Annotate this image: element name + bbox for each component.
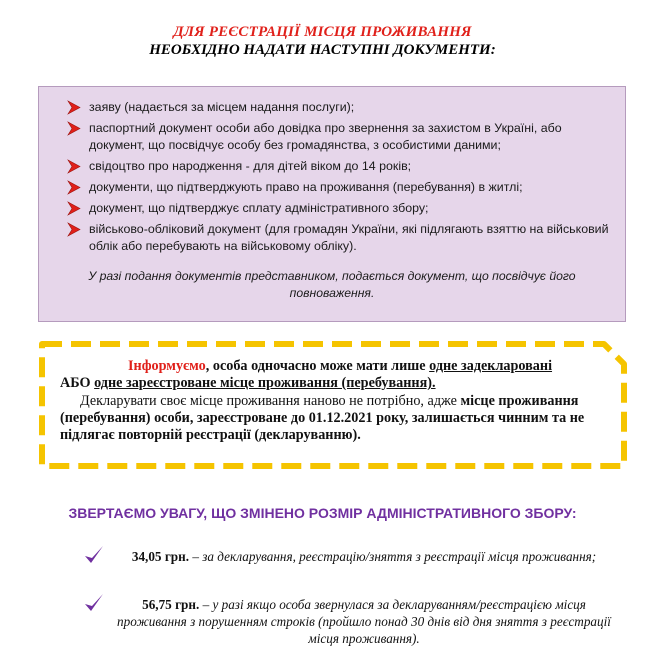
document-item-text: паспортний документ особи або довідка про звернення за захистом в Україні, або документ, що посвідчує особу без громадянства, з особистими даними; [89,121,562,152]
red-arrow-bullet-icon [67,100,81,115]
red-arrow-bullet-icon [67,159,81,174]
fee-item [88,596,618,647]
document-item-text: військово-обліковий документ (для громадян України, які підлягають взяттю на військовий облік або перебувають на військовому обліку). [89,222,609,253]
list-item [67,200,615,217]
info-text-6: місце проживання (перебування) особи, зареєстроване до 01.12.2021 року, залишається чинним та не підлягає повторній реєстрації (декларуванню). [60,393,585,443]
red-arrow-bullet-icon [67,180,81,195]
fee-amount: 34,05 грн. [131,549,190,564]
info-text-5: Декларувати своє місце проживання наново не потрібно, адже [80,393,461,409]
info-paragraph-2 [60,393,620,444]
list-item [67,120,615,154]
info-text [60,358,620,444]
list-item [67,179,615,196]
info-lead: Інформуємо [128,358,206,374]
info-paragraph-1 [60,358,620,392]
info-box [38,340,628,470]
representative-note: У разі подання документів представником, подається документ, що посвідчує його повноваження. [88,269,576,300]
fee-description: – за декларування, реєстрацію/зняття з реєстрації місця проживання; [189,549,597,564]
list-item [67,221,615,255]
documents-box [38,86,626,322]
red-arrow-bullet-icon [67,201,81,216]
documents-list [67,99,615,259]
red-arrow-bullet-icon [67,222,81,237]
purple-checkmark-icon [84,592,104,614]
fee-description: – у разі якщо особа звернулася за декларуванням/реєстрацією місця проживання з порушенням строків (пройшло понад 30 днів від дня зняття з реєстрації місця проживання). [117,597,611,646]
list-item [67,99,615,116]
fee-amount: 56,75 грн. [142,597,200,612]
purple-checkmark-icon [84,544,104,566]
list-item [67,158,615,175]
page-subtitle: НЕОБХІДНО НАДАТИ НАСТУПНІ ДОКУМЕНТИ: [149,42,496,58]
fees-title: ЗВЕРТАЄМО УВАГУ, ЩО ЗМІНЕНО РОЗМІР АДМІНІСТРАТИВНОГО ЗБОРУ: [68,505,577,521]
info-text-2: одне задекларовані [429,358,553,374]
info-text-4: одне зареєстроване місце проживання (перебування). [94,375,436,391]
document-item-text: свідоцтво про народження - для дітей віком до 14 років; [89,159,412,173]
info-text-3: АБО [60,375,95,391]
fee-item [88,548,618,565]
document-item-text: документ, що підтверджує сплату адміністративного збору; [89,201,429,215]
page-title: ДЛЯ РЕЄСТРАЦІЇ МІСЦЯ ПРОЖИВАННЯ [173,24,472,40]
red-arrow-bullet-icon [67,121,81,136]
document-item-text: документи, що підтверджують право на проживання (перебування) в житлі; [89,180,523,194]
info-text-1: , особа одночасно може мати лише [205,358,430,374]
document-item-text: заяву (надається за місцем надання послуги); [89,100,355,114]
